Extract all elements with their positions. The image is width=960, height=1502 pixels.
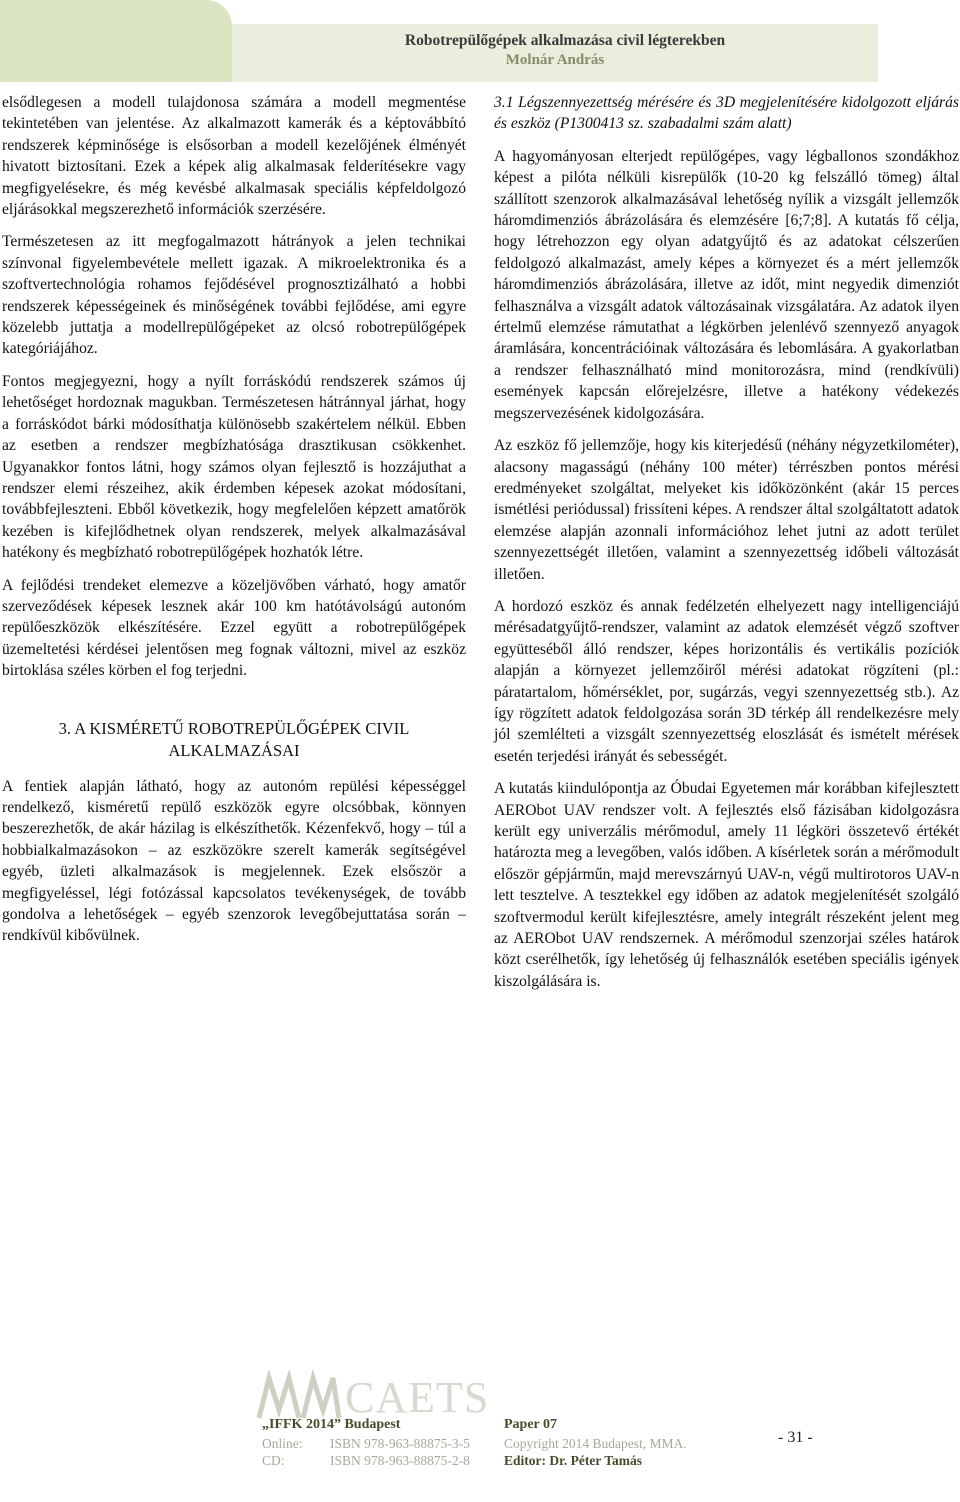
conference-name: „IFFK 2014” Budapest (262, 1417, 401, 1432)
section-heading: 3. A KISMÉRETŰ ROBOTREPÜLŐGÉPEK CIVIL ALKALMAZÁSAI (58, 718, 410, 760)
paragraph: A kutatás kiindulópontja az Óbudai Egyetemen már korábban kifejlesztett AERObot UAV rendszer volt. A fejlesztés első fázisában kidolgozásra került egy univerzális mérőmodul, amely 11 légköri összetevő értékét határozta meg a levegőben, valós időben. A kísérletek során a mérőmodult először gépjárműn, majd merevszárnyú UAV-n, végű multirotoros UAV-n lett tesztelve. A tesztekkel egy időben az adatok megjelenítését szolgáló szoftvermodul került kifejlesztésre, amely integrált részeként jelent meg az AERObot UAV rendszernek. A mérőmodul szenzorjai széles határok közt cserélhetők, így lehetőség új felhasználók esetében speciális igények kiszolgálására is. (494, 780, 959, 990)
left-column (2, 92, 466, 958)
page-header (0, 0, 960, 82)
paragraph: A hordozó eszköz és annak fedélzetén elhelyezett nagy intelligenciájú mérésadatgyűjtő-rendszer, valamint az adatok elemzését végző szoftver együtteséből álló rendszer, képes horizontális és vertikális pozíciók alapján a környezet jellemzőiről mérési adatokat rögzíteni (pl.: páratartalom, hőmérséklet, por, sugárzás, vegyi szennyezettség stb.). Az így rögzített adatok feldolgozása során 3D térkép áll rendelkezésre mely jól szemlélteti a vizsgált szennyezettség eloszlását és ismételt mérések esetén terjedési irányát és sebességét. (494, 597, 959, 765)
online-label: Online: (262, 1436, 303, 1451)
paragraph: elsődlegesen a modell tulajdonosa számára a modell megmentése tekintetében van jelentése. Az alkalmazott kamerák és a képtovábbító rendszerek képminősége is elsősorban a modell kezelőjének élményét hivatott biztosítani. Ezek a képek alig alkalmasak felderítésekre vagy megfigyelésekre, és még kevésbé alkalmasak speciális képfeldolgozó eljárásokkal megszerezhető információk szerzésére. (2, 94, 466, 219)
running-title: Robotrepülőgépek alkalmazása civil légterekben (404, 32, 726, 49)
subsection-heading: 3.1 Légszennyezettség mérésére és 3D megjelenítésére kidolgozott eljárás és eszköz (P1300413 sz. szabadalmi szám alatt) (494, 94, 959, 133)
copyright: Copyright 2014 Budapest, MMA. (504, 1436, 687, 1451)
paragraph: Az eszköz fő jellemzője, hogy kis kiterjedésű (néhány négyzetkilométer), alacsony magasságú (néhány 100 méter) térrészben pontos mérési eredményeket szolgáltat, melyeket kis időközönként (akár 15 perces ismétlési periódussal) frissíteni képes. A rendszer által szolgáltatott adatok elemzése alapján azonnali információhoz lehet jutni az adott terület szennyezettségét illetően, valamint a szennyezettség időbeli változását illetően. (494, 437, 959, 583)
page-footer (0, 1360, 960, 1502)
paragraph: A fejlődési trendeket elemezve a közeljövőben várható, hogy amatőr szerveződések képesek lesznek akár 100 km hatótávolságú autonóm repülőeszközök elkészítésére. Ezzel együtt a robotrepülőgépek üzemeltetési kérdései jelentősen meg fognak változni, mivel az eszköz birtoklása széles körben el fog terjedni. (2, 576, 466, 680)
paragraph: A fentiek alapján látható, hogy az autonóm repülési képességgel rendelkező, kisméretű repülő eszközök egyre olcsóbbak, könnyen beszerezhetők, de akár házilag is elkészíthetők. Kézenfekvő, hogy – túl a hobbialkalmazásokon – az eszközökre szerelt kamerák segítségével egyéb, üzleti alkalmazások is megjelennek. Ezek elsőször a megfigyeléssel, légi fotózással kapcsolatos tevékenységek, de tovább gondolva a lehetőségek – egyéb szenzorok levegőbejuttatása során – rendkívül kibővülnek. (2, 777, 466, 945)
paragraph: Fontos megjegyezni, hogy a nyílt forráskódú rendszerek számos új lehetőséget hordoznak magukban. Természetesen hátránnyal járhat, hogy a forráskódot bárki módosíthatja különösebb szakértelem nélkül. Ebben az esetben a rendszer megbízhatósága drasztikusan csökkenhet. Ugyanakkor fontos látni, hogy számos olyan fejlesztő is hozzájuthat a rendszer elemi részeihez, akik érdemben képesek azokat módosítani, továbbfejleszteni. Ebből következik, hogy megfelelően képzett amatőrök kezében is kifejlődhetnek olyan rendszerek, melyek alkalmazásával hatékony és megbízható robotrepülőgépek hozhatók létre. (2, 372, 466, 562)
paragraph: A hagyományosan elterjedt repülőgépes, vagy légballonos szondákhoz képest a pilóta nélküli kisrepülők (10-20 kg felszálló tömeg) által szállított szenzorok alkalmazásával lehetőség nyílik a vizsgált jellemzők háromdimenziós ábrázolására és elemzésére [6;7;8]. A kutatás fő célja, hogy létrehozzon egy olyan adatgyűjtő és az adatokat célszerűen feldolgozó alkalmazást, amely képes a környezet és a mért jellemzők háromdimenziós ábrázolására, illetve az időt, mint negyedik dimenziót felhasználva a vizsgált adatok változásainak vizsgálatára. Az adatok ilyen értelmű elemzése rámutathat a légkörben jelenlévő szennyező anyagok áramlására, koncentrációinak változására és lebomlására. A gyakorlatban a rendszer felhasználható mind monitorozásra, mind (rendkívüli) események kapcsán előrejelzésre, illetve a hatékony védekezés megszervezésének kidolgozására. (494, 147, 959, 422)
cd-label: CD: (262, 1453, 285, 1468)
cd-isbn: ISBN 978-963-88875-2-8 (330, 1453, 470, 1468)
page-number: - 31 - (778, 1429, 813, 1446)
logo-text: CAETS (345, 1373, 490, 1422)
paper-number: Paper 07 (504, 1417, 558, 1432)
paragraph: Természetesen az itt megfogalmazott hátrányok a jelen technikai színvonal figyelembevétele mellett igazak. A mikroelektronika és a szoftvertechnológia rohamos fejődésével prognosztizálható a hobbi rendszerek képességeinek és minőségének további fejlődése, ami egyre közelebb juttatja a modellrepülőgépeket az olcsó robotrepülőgépek kategóriájához. (2, 233, 466, 358)
header-green-tab (0, 0, 232, 82)
running-author: Molnár András (505, 52, 605, 68)
editor: Editor: Dr. Péter Tamás (504, 1453, 642, 1468)
right-column (494, 92, 959, 1003)
online-isbn: ISBN 978-963-88875-3-5 (330, 1436, 470, 1451)
